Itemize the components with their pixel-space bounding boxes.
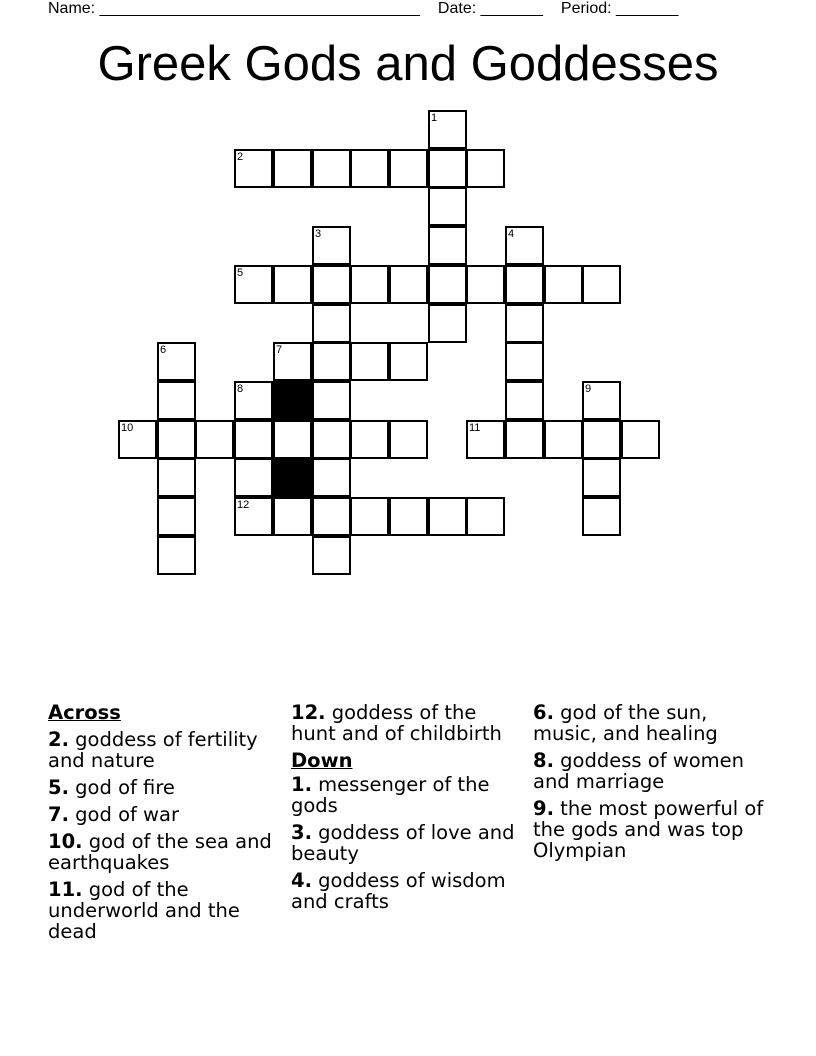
blocked-cell xyxy=(273,381,312,420)
clue-number: 8 xyxy=(237,383,244,395)
grid-cell[interactable] xyxy=(428,226,467,265)
grid-cell[interactable] xyxy=(234,497,273,536)
name-field[interactable]: Name: ____________________________________ xyxy=(48,0,420,17)
grid-cell[interactable] xyxy=(582,497,621,536)
grid-cell[interactable] xyxy=(505,265,544,304)
clue-down-9: 9. the most powerful of the gods and was top Olympian xyxy=(533,797,764,862)
grid-cell[interactable] xyxy=(312,226,351,265)
grid-cell[interactable] xyxy=(466,149,505,188)
grid-cell[interactable] xyxy=(428,265,467,304)
grid-cell[interactable] xyxy=(544,265,583,304)
clue-number: 4 xyxy=(508,228,515,240)
grid-cell[interactable] xyxy=(234,265,273,304)
grid-cell[interactable] xyxy=(582,458,621,497)
grid-cell[interactable] xyxy=(428,497,467,536)
grid-cell[interactable] xyxy=(505,381,544,420)
grid-cell[interactable] xyxy=(157,420,196,459)
grid-cell[interactable] xyxy=(312,497,351,536)
grid-cell[interactable] xyxy=(157,497,196,536)
grid-cell[interactable] xyxy=(389,420,428,459)
grid-cell[interactable] xyxy=(157,342,196,381)
clue-number: 11 xyxy=(469,422,481,434)
grid-cell[interactable] xyxy=(157,458,196,497)
clue-number: 1 xyxy=(431,112,438,124)
grid-cell[interactable] xyxy=(350,420,389,459)
grid-cell[interactable] xyxy=(312,420,351,459)
clue-across-11: 11. god of the underworld and the dead xyxy=(48,878,240,943)
clue-across-2: 2. goddess of fertility and nature xyxy=(48,728,258,772)
grid-cell[interactable] xyxy=(273,342,312,381)
grid-cell[interactable] xyxy=(621,420,660,459)
grid-cell[interactable] xyxy=(350,497,389,536)
grid-cell[interactable] xyxy=(312,458,351,497)
grid-cell[interactable] xyxy=(505,304,544,343)
grid-cell[interactable] xyxy=(428,304,467,343)
grid-cell[interactable] xyxy=(466,265,505,304)
grid-cell[interactable] xyxy=(350,149,389,188)
clue-across-12: 12. goddess of the hunt and of childbirth xyxy=(291,701,502,745)
grid-cell[interactable] xyxy=(389,497,428,536)
clue-down-1: 1. messenger of the gods xyxy=(291,773,490,817)
grid-cell[interactable] xyxy=(544,420,583,459)
grid-cell[interactable] xyxy=(273,420,312,459)
grid-cell[interactable] xyxy=(312,342,351,381)
grid-cell[interactable] xyxy=(582,381,621,420)
grid-cell[interactable] xyxy=(389,265,428,304)
grid-cell[interactable] xyxy=(428,110,467,149)
grid-cell[interactable] xyxy=(428,149,467,188)
clue-across-7: 7. god of war xyxy=(48,803,179,826)
grid-cell[interactable] xyxy=(234,381,273,420)
clue-number: 12 xyxy=(237,499,250,511)
grid-cell[interactable] xyxy=(312,536,351,575)
grid-cell[interactable] xyxy=(350,342,389,381)
clue-down-4: 4. goddess of wisdom and crafts xyxy=(291,869,506,913)
date-field[interactable]: Date: _______ xyxy=(437,0,543,17)
clue-down-8: 8. goddess of women and marriage xyxy=(533,749,744,793)
clue-down-3: 3. goddess of love and beauty xyxy=(291,821,515,865)
clues-column-2 xyxy=(291,702,527,918)
clue-across-10: 10. god of the sea and earthquakes xyxy=(48,830,272,874)
grid-cell[interactable] xyxy=(582,265,621,304)
grid-cell[interactable] xyxy=(582,420,621,459)
grid-cell[interactable] xyxy=(273,149,312,188)
grid-cell[interactable] xyxy=(505,226,544,265)
clue-number: 3 xyxy=(315,228,322,240)
clue-number: 2 xyxy=(237,151,244,163)
grid-cell[interactable] xyxy=(157,381,196,420)
grid-cell[interactable] xyxy=(389,149,428,188)
grid-cell[interactable] xyxy=(428,187,467,226)
page-title: Greek Gods and Goddesses xyxy=(97,37,719,91)
grid-cell[interactable] xyxy=(312,304,351,343)
grid-cell[interactable] xyxy=(350,265,389,304)
grid-cell[interactable] xyxy=(234,420,273,459)
grid-cell[interactable] xyxy=(195,420,234,459)
clue-number: 6 xyxy=(160,344,167,356)
clue-number: 10 xyxy=(121,422,134,434)
clues-column-1 xyxy=(48,702,284,948)
grid-cell[interactable] xyxy=(389,342,428,381)
clue-number: 9 xyxy=(585,383,592,395)
clue-down-6: 6. god of the sun, music, and healing xyxy=(533,701,718,745)
across-heading: Across xyxy=(48,701,121,724)
grid-cell[interactable] xyxy=(234,458,273,497)
grid-cell[interactable] xyxy=(312,149,351,188)
clues-column-3 xyxy=(533,702,769,867)
grid-cell[interactable] xyxy=(312,381,351,420)
grid-cell[interactable] xyxy=(505,420,544,459)
grid-cell[interactable] xyxy=(157,536,196,575)
grid-cell[interactable] xyxy=(466,420,505,459)
period-field[interactable]: Period: _______ xyxy=(560,0,679,17)
grid-cell[interactable] xyxy=(466,497,505,536)
blocked-cell xyxy=(273,458,312,497)
grid-cell[interactable] xyxy=(234,149,273,188)
grid-cell[interactable] xyxy=(505,342,544,381)
clue-across-5: 5. god of fire xyxy=(48,776,175,799)
grid-cell[interactable] xyxy=(273,265,312,304)
grid-cell[interactable] xyxy=(312,265,351,304)
down-heading: Down xyxy=(291,749,353,772)
grid-cell[interactable] xyxy=(273,497,312,536)
grid-cell[interactable] xyxy=(118,420,157,459)
clue-number: 5 xyxy=(237,267,244,279)
clue-number: 7 xyxy=(276,344,283,356)
